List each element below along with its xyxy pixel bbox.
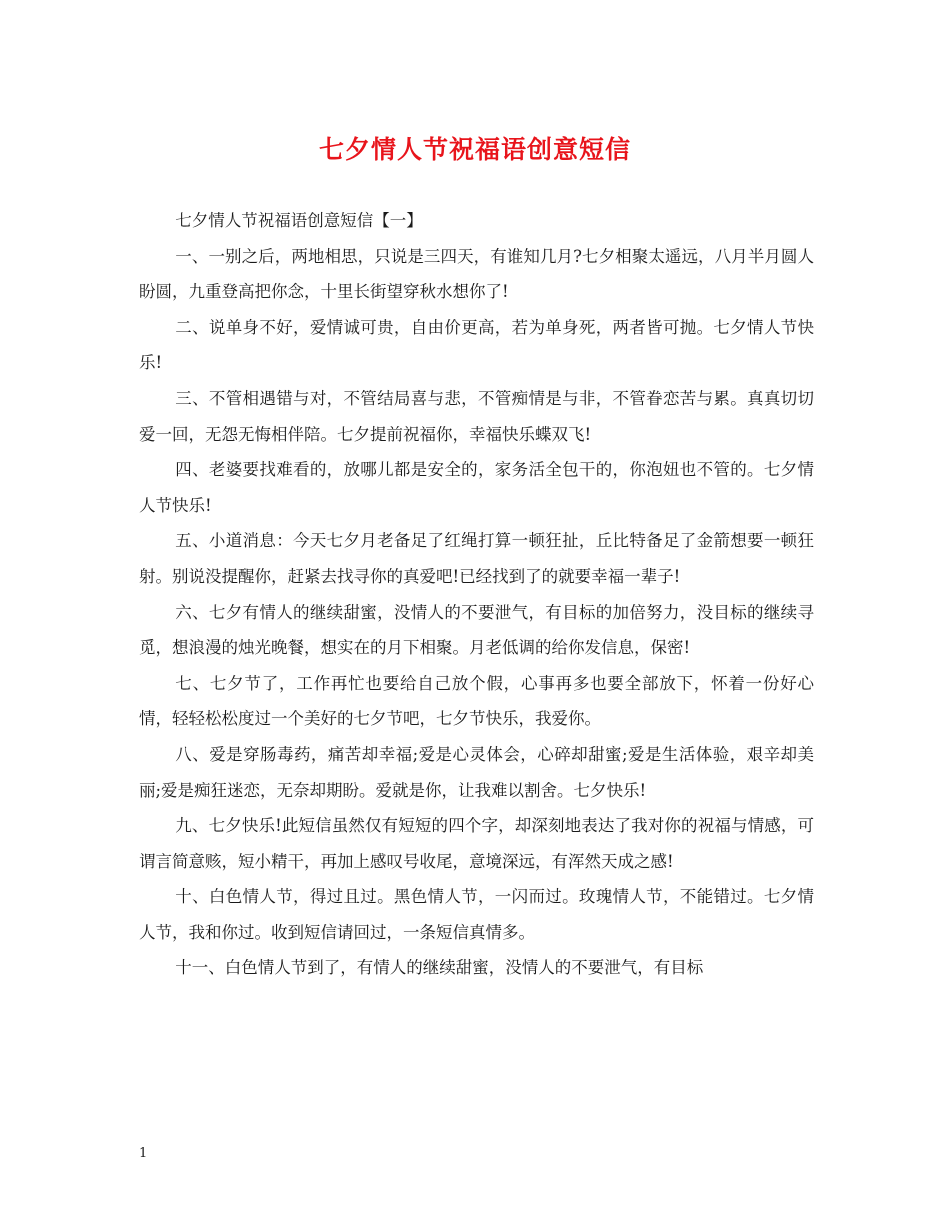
paragraph-10: 十、白色情人节，得过且过。黑色情人节，一闪而过。玫瑰情人节，不能错过。七夕情人节，我和你过。收到短信请回过，一条短信真情多。	[139, 887, 814, 942]
paragraph-3: 三、不管相遇错与对，不管结局喜与悲，不管痴情是与非，不管眷恋苦与累。真真切切爱一回，无怨无悔相伴陪。七夕提前祝福你，幸福快乐蝶双飞!	[139, 388, 814, 444]
paragraph-1: 一、一别之后，两地相思，只说是三四天，有谁知几月?七夕相聚太遥远，八月半月圆人盼圆，九重登高把你念，十里长街望穿秋水想你了!	[139, 246, 814, 302]
paragraph-2: 二、说单身不好，爱情诚可贵，自由价更高，若为单身死，两者皆可抛。七夕情人节快乐!	[139, 317, 814, 373]
paragraph-7: 七、七夕节了，工作再忙也要给自己放个假，心事再多也要全部放下，怀着一份好心情，轻轻松松度过一个美好的七夕节吧，七夕节快乐，我爱你。	[139, 673, 814, 729]
paragraph-8: 八、爱是穿肠毒药，痛苦却幸福;爱是心灵体会，心碎却甜蜜;爱是生活体验，艰辛却美丽;爱是痴狂迷恋，无奈却期盼。爱就是你，让我难以割舍。七夕快乐!	[139, 744, 814, 800]
document-body	[139, 203, 814, 986]
page-number: 1	[139, 1146, 148, 1161]
paragraph-11: 十一、白色情人节到了，有情人的继续甜蜜，没情人的不要泄气，有目标	[175, 958, 704, 978]
document-title: 七夕情人节祝福语创意短信	[318, 135, 631, 164]
section-heading: 七夕情人节祝福语创意短信【一】	[175, 211, 423, 230]
paragraph-5: 五、小道消息：今天七夕月老备足了红绳打算一顿狂扯，丘比特备足了金箭想要一顿狂射。别说没提醒你，赶紧去找寻你的真爱吧!已经找到了的就要幸福一辈子!	[139, 531, 814, 586]
paragraph-4: 四、老婆要找难看的，放哪儿都是安全的，家务活全包干的，你泡妞也不管的。七夕情人节快乐!	[139, 460, 814, 515]
paragraph-9: 九、七夕快乐!此短信虽然仅有短短的四个字，却深刻地表达了我对你的祝福与情感，可谓言简意赅，短小精干，再加上感叹号收尾，意境深远，有浑然天成之感!	[139, 816, 814, 871]
paragraph-6: 六、七夕有情人的继续甜蜜，没情人的不要泄气，有目标的加倍努力，没目标的继续寻觅，想浪漫的烛光晚餐，想实在的月下相聚。月老低调的给你发信息，保密!	[139, 602, 814, 658]
